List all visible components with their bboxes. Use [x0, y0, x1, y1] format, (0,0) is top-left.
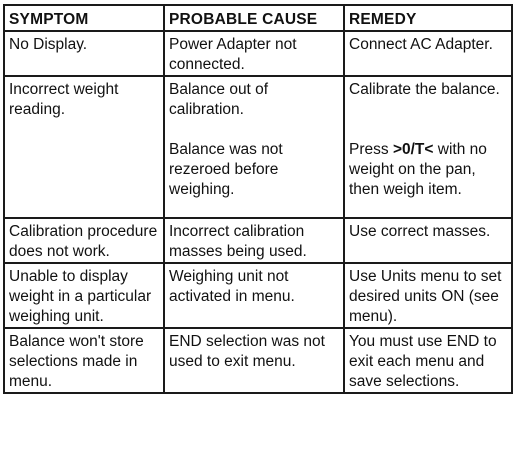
cause-cell [164, 76, 344, 218]
paragraph-gap [349, 100, 507, 120]
header-row [4, 5, 512, 31]
table-row [4, 218, 512, 263]
remedy-cell: Use correct masses. [344, 218, 512, 263]
cause-text: Balance was not rezeroed before weighing. [169, 141, 283, 198]
paragraph-gap [349, 120, 507, 140]
remedy-text-post: with no weight on the pan, then weigh item. [349, 141, 487, 198]
symptom-cell: Balance won't store selections made in menu. [4, 328, 164, 393]
symptom-cell: Unable to display weight in a particular weighing unit. [4, 263, 164, 328]
header-remedy: REMEDY [344, 5, 512, 31]
zero-tare-key-label: >0/T< [392, 141, 434, 158]
paragraph-gap [169, 120, 339, 140]
table-row [4, 76, 512, 218]
header-probable-cause: PROBABLE CAUSE [164, 5, 344, 31]
table-row [4, 31, 512, 76]
table-row [4, 263, 512, 328]
cause-cell: Power Adapter not connected. [164, 31, 344, 76]
symptom-cell: No Display. [4, 31, 164, 76]
remedy-cell: Connect AC Adapter. [344, 31, 512, 76]
remedy-cell: You must use END to exit each menu and save selections. [344, 328, 512, 393]
cause-cell: Weighing unit not activated in menu. [164, 263, 344, 328]
remedy-text-pre: Press [349, 141, 393, 158]
remedy-cell: Use Units menu to set desired units ON (see menu). [344, 263, 512, 328]
table-row [4, 328, 512, 393]
remedy-text: Calibrate the balance. [349, 81, 500, 98]
troubleshooting-table [3, 4, 513, 394]
cause-text: Balance out of calibration. [169, 81, 269, 118]
remedy-cell [344, 76, 512, 218]
cause-cell: Incorrect calibration masses being used. [164, 218, 344, 263]
symptom-cell: Incorrect weight reading. [4, 76, 164, 218]
header-symptom: SYMPTOM [4, 5, 164, 31]
cause-cell: END selection was not used to exit menu. [164, 328, 344, 393]
symptom-cell: Calibration procedure does not work. [4, 218, 164, 263]
remedy-text [349, 140, 507, 200]
